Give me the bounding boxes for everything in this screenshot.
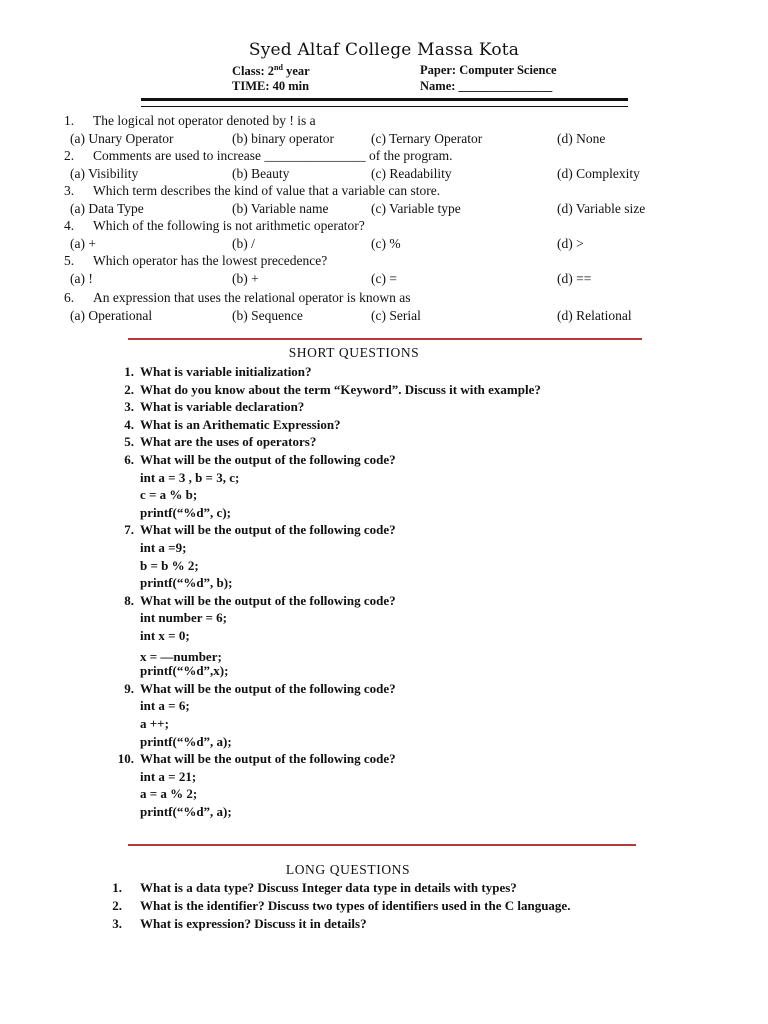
divider-red-1 [128,338,642,340]
mcq-number: 1. [64,113,75,128]
mcq-number: 4. [64,218,75,233]
code-line: int a = 3 , b = 3, c; [140,469,240,485]
short-question-number: 9. [124,680,134,696]
mcq-option: (c) Readability [371,166,452,181]
code-line: int a = 6; [140,698,190,714]
short-question-text: What are the uses of operators? [140,434,317,450]
mcq-number: 3. [64,183,75,198]
code-line: int a = 21; [140,768,197,784]
header-rule-top [141,98,628,101]
short-question-text: What do you know about the term “Keyword”. Discuss it with example? [140,381,541,397]
mcq-option: (a) Unary Operator [70,131,174,146]
code-line: int x = 0; [140,628,190,643]
code-line: printf(“%d”,x); [140,663,229,679]
mcq-option: (a) Visibility [70,166,139,181]
short-question-text: What will be the output of the following code? [140,452,396,467]
mcq-option: (a) ! [70,271,93,286]
mcq-option: (d) Relational [557,308,632,323]
code-line: printf(“%d”, a); [140,804,232,819]
short-question-number: 7. [124,522,134,538]
short-question-text: What will be the output of the following code? [140,592,396,608]
long-question-text: What is a data type? Discuss Integer data type in details with types? [140,880,517,895]
short-question-text: What will be the output of the following code? [140,680,396,696]
mcq-option: (c) Ternary Operator [371,131,483,146]
mcq-number: 2. [64,148,75,163]
short-question-number: 8. [124,592,134,608]
code-line: printf(“%d”, a); [140,733,232,749]
short-question-text: What is variable initialization? [140,364,312,379]
mcq-option: (c) % [371,236,401,251]
mcq-number: 5. [64,253,75,268]
short-question-number: 6. [124,452,134,467]
mcq-option: (a) + [70,236,96,251]
class-suffix: year [282,64,310,79]
code-line: int a =9; [140,540,187,555]
long-question-text: What is expression? Discuss it in details? [140,916,367,931]
mcq-option: (b) binary operator [232,131,334,146]
short-questions-heading: SHORT QUESTIONS [288,345,420,360]
short-question-number: 4. [124,416,134,432]
short-question-number: 5. [124,434,134,450]
long-question-number: 3. [112,916,122,931]
mcq-option: (b) + [232,271,259,286]
mcq-option: (d) Variable size [557,201,646,216]
short-question-text: What is an Arithematic Expression? [140,416,341,432]
mcq-option: (c) Variable type [371,201,461,216]
mcq-question: The logical not operator denoted by ! is a [93,113,316,128]
code-line: printf(“%d”, b); [140,575,233,591]
name-label: Name: _______________ [420,79,553,93]
mcq-option: (a) Operational [70,308,153,323]
mcq-option: (b) Sequence [232,308,303,323]
long-question-number: 1. [112,880,122,895]
code-line: a = a % 2; [140,786,198,802]
short-question-text: What will be the output of the following code? [140,751,396,767]
short-question-text: What will be the output of the following code? [140,522,396,538]
mcq-number: 6. [64,290,75,305]
mcq-question: An expression that uses the relational operator is known as [93,290,411,305]
mcq-option: (d) == [557,271,592,286]
mcq-question: Which operator has the lowest precedence? [93,253,328,268]
short-question-number: 3. [124,399,134,415]
mcq-option: (d) > [557,236,584,251]
header-rule-bottom [141,106,628,107]
mcq-option: (d) None [557,131,606,146]
code-line: a ++; [140,716,169,731]
paper-label: Paper: Computer Science [420,63,557,77]
short-question-number: 1. [124,364,134,379]
mcq-option: (b) Beauty [232,166,290,181]
long-questions-heading: LONG QUESTIONS [285,862,411,877]
mcq-option: (d) Complexity [557,166,640,181]
mcq-option: (c) Serial [371,308,421,323]
class-label [232,63,310,79]
time-label: TIME: 40 min [232,79,310,93]
long-question-number: 2. [112,898,122,913]
class-prefix: Class: 2 [232,64,275,79]
mcq-question: Comments are used to increase _______________ of the program. [93,148,453,163]
short-question-text: What is variable declaration? [140,399,305,415]
class-superscript: nd [274,63,283,72]
short-question-number: 10. [117,751,134,767]
mcq-option: (b) / [232,236,255,251]
long-question-text: What is the identifier? Discuss two types of identifiers used in the C language. [140,898,571,913]
mcq-option: (b) Variable name [232,201,329,216]
code-line: x = ––number; [140,648,222,664]
code-line: c = a % b; [140,487,198,503]
mcq-question: Which of the following is not arithmetic operator? [93,218,365,233]
mcq-option: (a) Data Type [70,201,144,216]
code-line: printf(“%d”, c); [140,504,231,520]
short-question-number: 2. [124,381,134,397]
mcq-option: (c) = [371,271,397,286]
code-line: b = b % 2; [140,557,199,573]
mcq-question: Which term describes the kind of value that a variable can store. [93,183,441,198]
code-line: int number = 6; [140,610,227,626]
divider-red-2 [128,844,636,846]
college-title: Syed Altaf College Massa Kota [248,40,520,60]
